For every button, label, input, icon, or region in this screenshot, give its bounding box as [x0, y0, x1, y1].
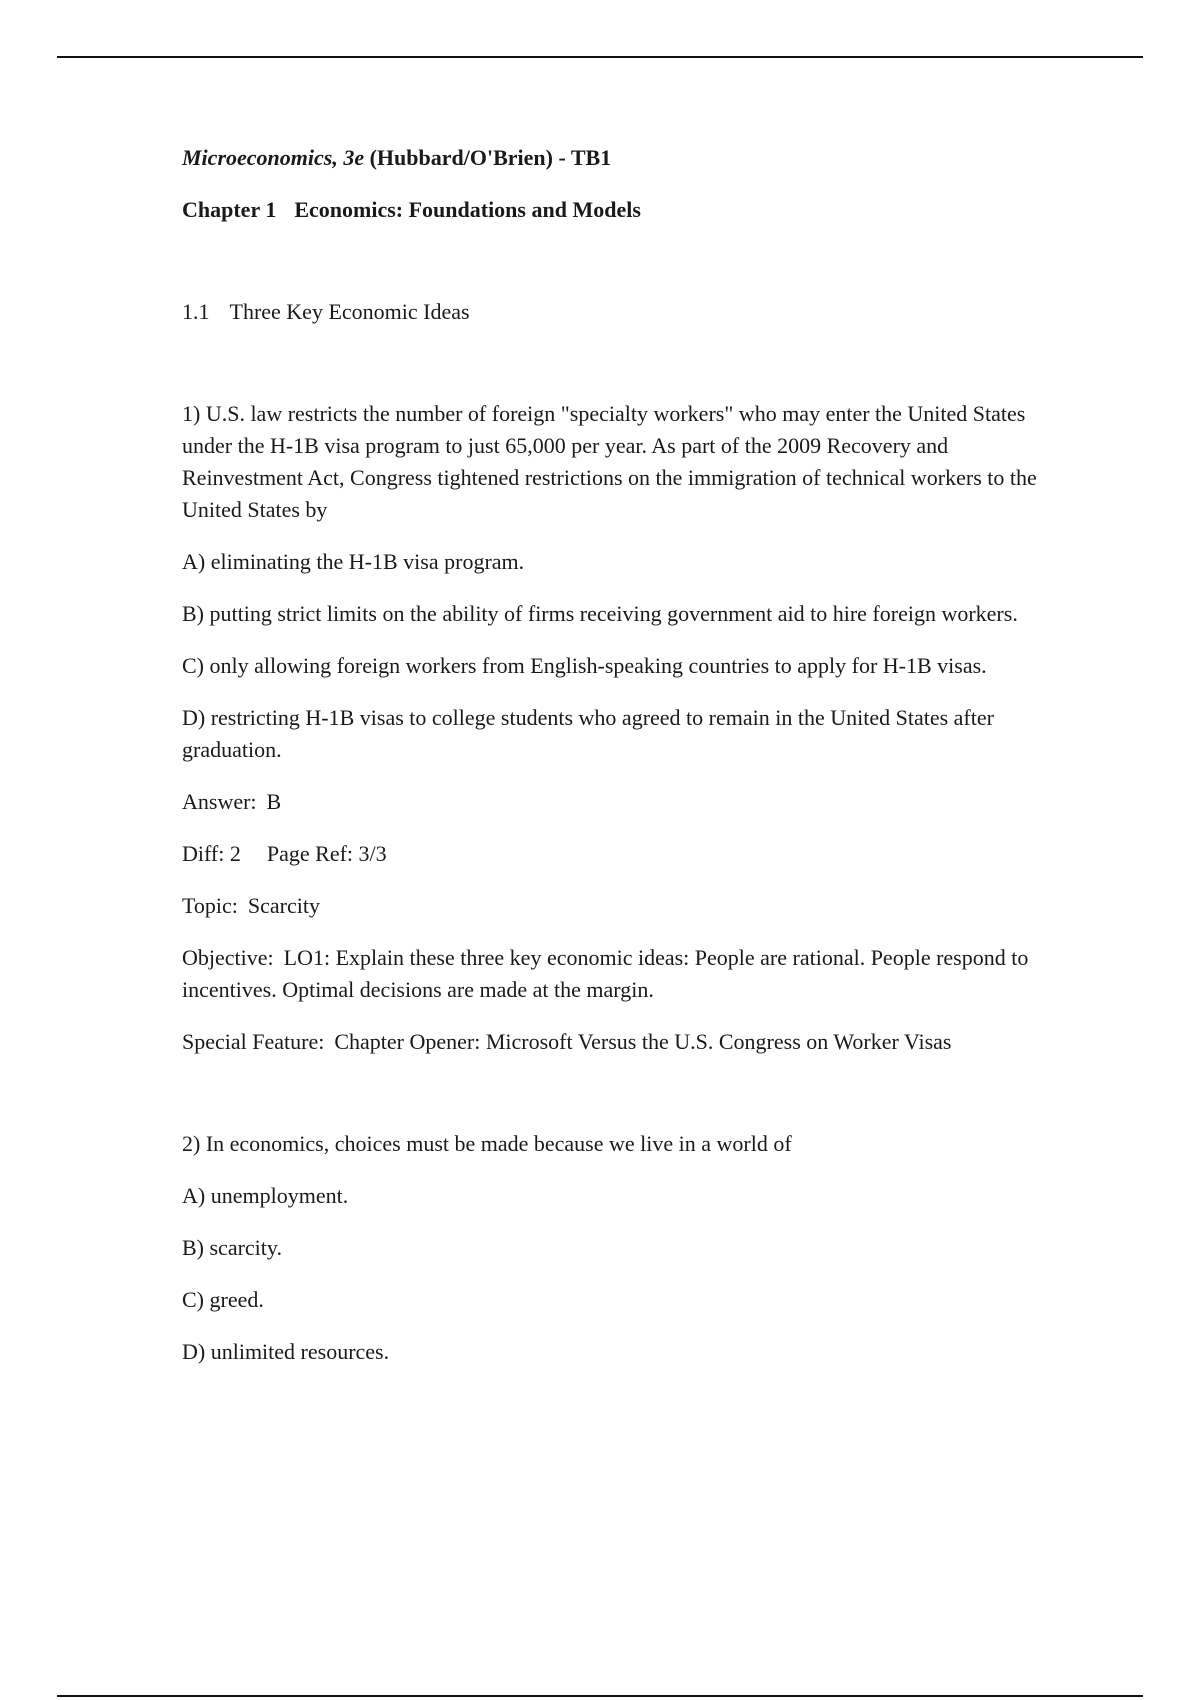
answer-option-a: A) eliminating the H-1B visa program.	[182, 549, 525, 574]
special-feature-label: Special Feature:	[182, 1029, 325, 1054]
objective-label: Objective:	[182, 945, 274, 970]
footer-rule	[57, 1695, 1143, 1697]
book-title	[182, 142, 1062, 174]
page-ref-value: 3/3	[358, 841, 387, 866]
topic-line	[182, 890, 1062, 922]
answer-value: B	[266, 789, 282, 814]
question-1	[182, 398, 1062, 1058]
header-rule	[57, 56, 1143, 58]
objective-line	[182, 942, 1062, 1006]
question-2	[182, 1128, 1062, 1368]
answer-option-b: B) scarcity.	[182, 1235, 282, 1260]
page-ref-label: Page Ref:	[266, 841, 354, 866]
book-title-italic: Microeconomics, 3e	[182, 145, 365, 170]
answer-label: Answer:	[182, 789, 257, 814]
objective-value: LO1: Explain these three key economic ideas: People are rational. People respond to incentives. Optimal decisions are made at the margin.	[182, 945, 1029, 1002]
topic-label: Topic:	[182, 893, 238, 918]
section-number: 1.1	[182, 299, 210, 324]
question-stem: 1) U.S. law restricts the number of foreign "specialty workers" who may enter the United States under the H-1B visa program to just 65,000 per year. As part of the 2009 Recovery and Reinvestment Act, Congress tightened restrictions on the immigration of technical workers to the United States by	[182, 401, 1037, 522]
answer-option-d: D) restricting H-1B visas to college students who agreed to remain in the United States after graduation.	[182, 705, 994, 762]
diff-label: Diff:	[182, 841, 225, 866]
answer-option-b: B) putting strict limits on the ability of firms receiving government aid to hire foreign workers.	[182, 601, 1018, 626]
special-feature-value: Chapter Opener: Microsoft Versus the U.S. Congress on Worker Visas	[334, 1029, 952, 1054]
document-page	[182, 142, 1062, 1388]
section-name: Three Key Economic Ideas	[229, 299, 470, 324]
answer-option-c: C) only allowing foreign workers from English-speaking countries to apply for H-1B visas.	[182, 653, 987, 678]
diff-value: 2	[229, 841, 241, 866]
book-title-rest: (Hubbard/O'Brien) - TB1	[364, 145, 612, 170]
section-title	[182, 296, 1062, 328]
diff-pageref-line	[182, 838, 1062, 870]
special-feature-line	[182, 1026, 1062, 1058]
answer-line	[182, 786, 1062, 818]
chapter-title	[182, 194, 1062, 226]
answer-option-c: C) greed.	[182, 1287, 264, 1312]
topic-value: Scarcity	[247, 893, 320, 918]
chapter-name: Economics: Foundations and Models	[294, 197, 641, 222]
chapter-number: Chapter 1	[182, 197, 277, 222]
question-stem: 2) In economics, choices must be made because we live in a world of	[182, 1131, 792, 1156]
answer-option-d: D) unlimited resources.	[182, 1339, 390, 1364]
answer-option-a: A) unemployment.	[182, 1183, 349, 1208]
